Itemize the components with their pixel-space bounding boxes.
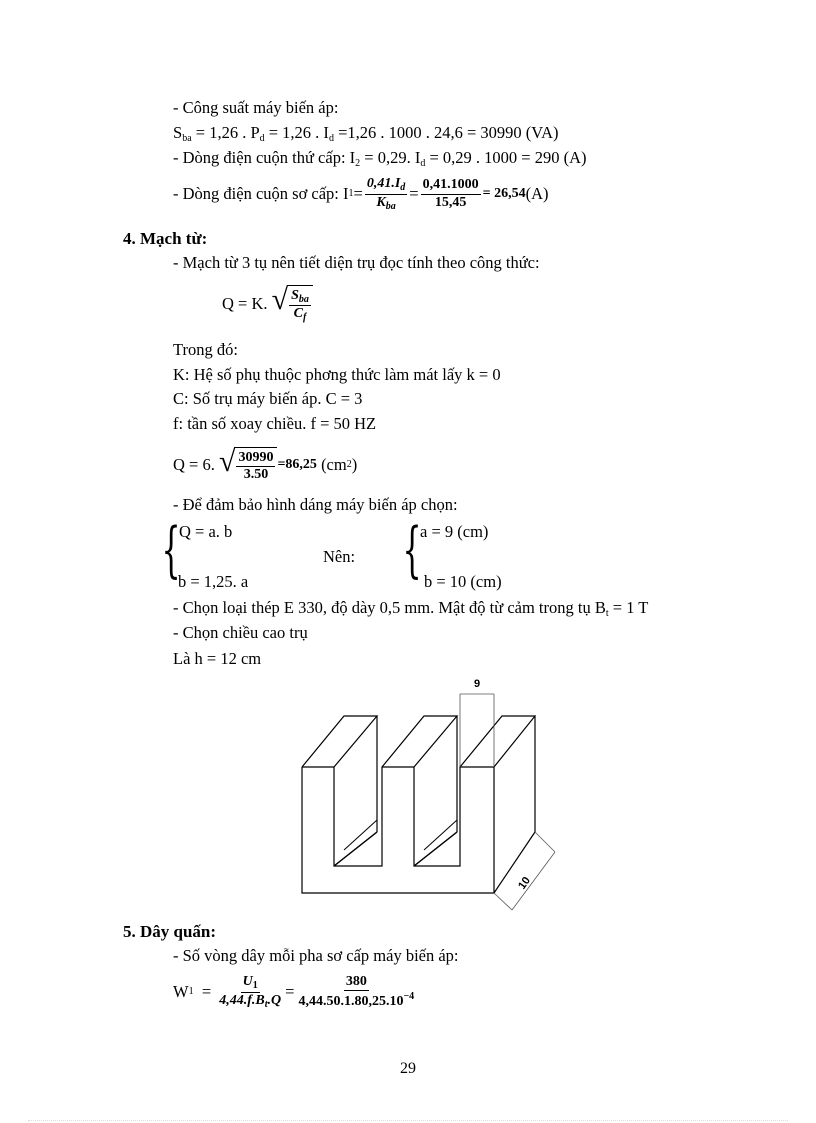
line-c-def: C: Số trụ máy biến áp. C = 3 (173, 389, 363, 408)
frac-sub: ba (385, 200, 396, 212)
frac-sub: t (264, 998, 268, 1010)
leg3-top (460, 716, 535, 767)
sys-eq-1: Q = a. b (179, 522, 233, 541)
line-primary-current (173, 174, 548, 214)
text: W (173, 981, 189, 1001)
frac-sub: f (303, 312, 307, 323)
line-height-choice: - Chọn chiều cao trụ (173, 623, 308, 642)
frac-num: 0,41.I (366, 176, 401, 191)
frac-den: C (293, 306, 303, 321)
formula-q-value (173, 442, 357, 488)
frac-den: 4,44.f.B (219, 992, 265, 1008)
formula-w1 (173, 970, 418, 1014)
frac-num: 30990 (236, 450, 275, 467)
dim-label-b: 10 (516, 874, 533, 892)
sub: d (328, 133, 334, 144)
section-heading-winding: 5. Dây quấn: (123, 922, 217, 941)
frac-den: 15,45 (434, 194, 467, 210)
fraction-w1-values (296, 974, 416, 1010)
equals: = (409, 183, 419, 203)
page-divider (28, 1120, 788, 1121)
frac-den: K (376, 194, 386, 210)
text: S (173, 123, 183, 142)
frac-num: S (291, 287, 299, 303)
sqrt-symbol: √ $\frac{30990}{3.50}$ (219, 447, 277, 483)
text: = 1 T (608, 598, 649, 617)
leg1-top (302, 716, 377, 767)
core-front-face (302, 767, 494, 893)
formula-q-sqrt (222, 278, 313, 330)
leg2-top (382, 716, 457, 767)
fraction-q (236, 450, 275, 483)
sub: t (605, 608, 609, 619)
line-secondary-current (173, 150, 587, 169)
frac-den: 4,44.50.1.80,25.10 (298, 994, 404, 1009)
text: =1,26 . 1000 . 24,6 = 30990 (VA) (333, 123, 559, 142)
page-number: 29 (400, 1060, 416, 1077)
section-heading-magnetic-circuit: 4. Mạch từ: (123, 229, 208, 248)
frac-den: 3.50 (243, 467, 269, 482)
sys-res-1: a = 9 (cm) (420, 522, 489, 541)
unit: ) (351, 454, 358, 474)
transformer-core-figure (290, 670, 570, 920)
text: - Dòng điện cuộn thứ cấp: I (173, 148, 356, 167)
sup: 2 (346, 459, 352, 470)
sub: 1 (188, 986, 194, 997)
text: - Dòng điện cuộn sơ cấp: I (173, 183, 349, 203)
equals: = (285, 981, 295, 1001)
text: = 0,29 . 1000 = 290 (A) (425, 148, 587, 167)
line-power-heading: - Công suất máy biến áp: (173, 98, 339, 117)
text: = 1,26 . P (191, 123, 260, 142)
line-height-value: Là h = 12 cm (173, 649, 262, 668)
sub: 2 (355, 158, 361, 169)
frac-sub: d (400, 182, 406, 193)
text: = 1,26 . I (264, 123, 329, 142)
right-brace: { (402, 515, 422, 585)
sub: d (420, 158, 426, 169)
sys-res-2: b = 10 (cm) (424, 572, 502, 591)
fraction-primary-current (365, 176, 407, 212)
sub: ba (182, 133, 192, 144)
line-where: Trong đó: (173, 340, 238, 359)
sub: d (259, 133, 265, 144)
text: Q = K. (222, 293, 268, 313)
line-magnetic-intro: - Mạch từ 3 tụ nên tiết diện trụ đọc tính theo công thức: (173, 253, 540, 272)
frac-sub: 1 (252, 980, 258, 991)
result-value: =86,25 (277, 457, 317, 472)
fraction-s-over-c (289, 288, 311, 324)
frac-sup: −4 (403, 991, 415, 1002)
text: = 0,29. I (360, 148, 421, 167)
equals: = (193, 981, 216, 1001)
frac-den: .Q (267, 992, 282, 1008)
frac-num: 0,41.1000 (421, 177, 481, 194)
line-f-def: f: tần số xoay chiều. f = 50 HZ (173, 414, 377, 433)
left-brace: { (161, 515, 181, 585)
text: = (353, 183, 363, 203)
frac-num: 380 (344, 974, 369, 991)
dim-label-a: 9 (473, 678, 481, 690)
sub: 1 (348, 188, 354, 199)
sys-therefore: Nên: (323, 547, 356, 566)
text: Q = 6. (173, 454, 215, 474)
frac-num: U (242, 974, 253, 989)
unit: (cm (321, 454, 347, 474)
unit: (A) (525, 183, 549, 203)
sqrt-symbol: √ $\frac{S_{ba}}{C_f}$ (272, 285, 313, 324)
frac-sub: ba (298, 293, 309, 305)
fraction-w1-symbolic (217, 974, 283, 1010)
line-winding-intro: - Số vòng dây mỗi pha sơ cấp máy biến áp: (173, 946, 459, 965)
line-power-formula (173, 125, 559, 144)
line-shape-choice: - Để đảm bảo hình dáng máy biến áp chọn: (173, 495, 458, 514)
fraction-primary-values (421, 177, 481, 210)
result-value: = 26,54 (482, 186, 526, 201)
text: - Chọn loại thép E 330, độ dày 0,5 mm. Mật độ từ cảm trong tụ B (173, 598, 606, 617)
sys-eq-2: b = 1,25. a (178, 572, 249, 591)
line-steel-choice (173, 600, 648, 619)
line-k-def: K: Hệ số phụ thuộc phơng thức làm mát lấy k = 0 (173, 365, 501, 384)
